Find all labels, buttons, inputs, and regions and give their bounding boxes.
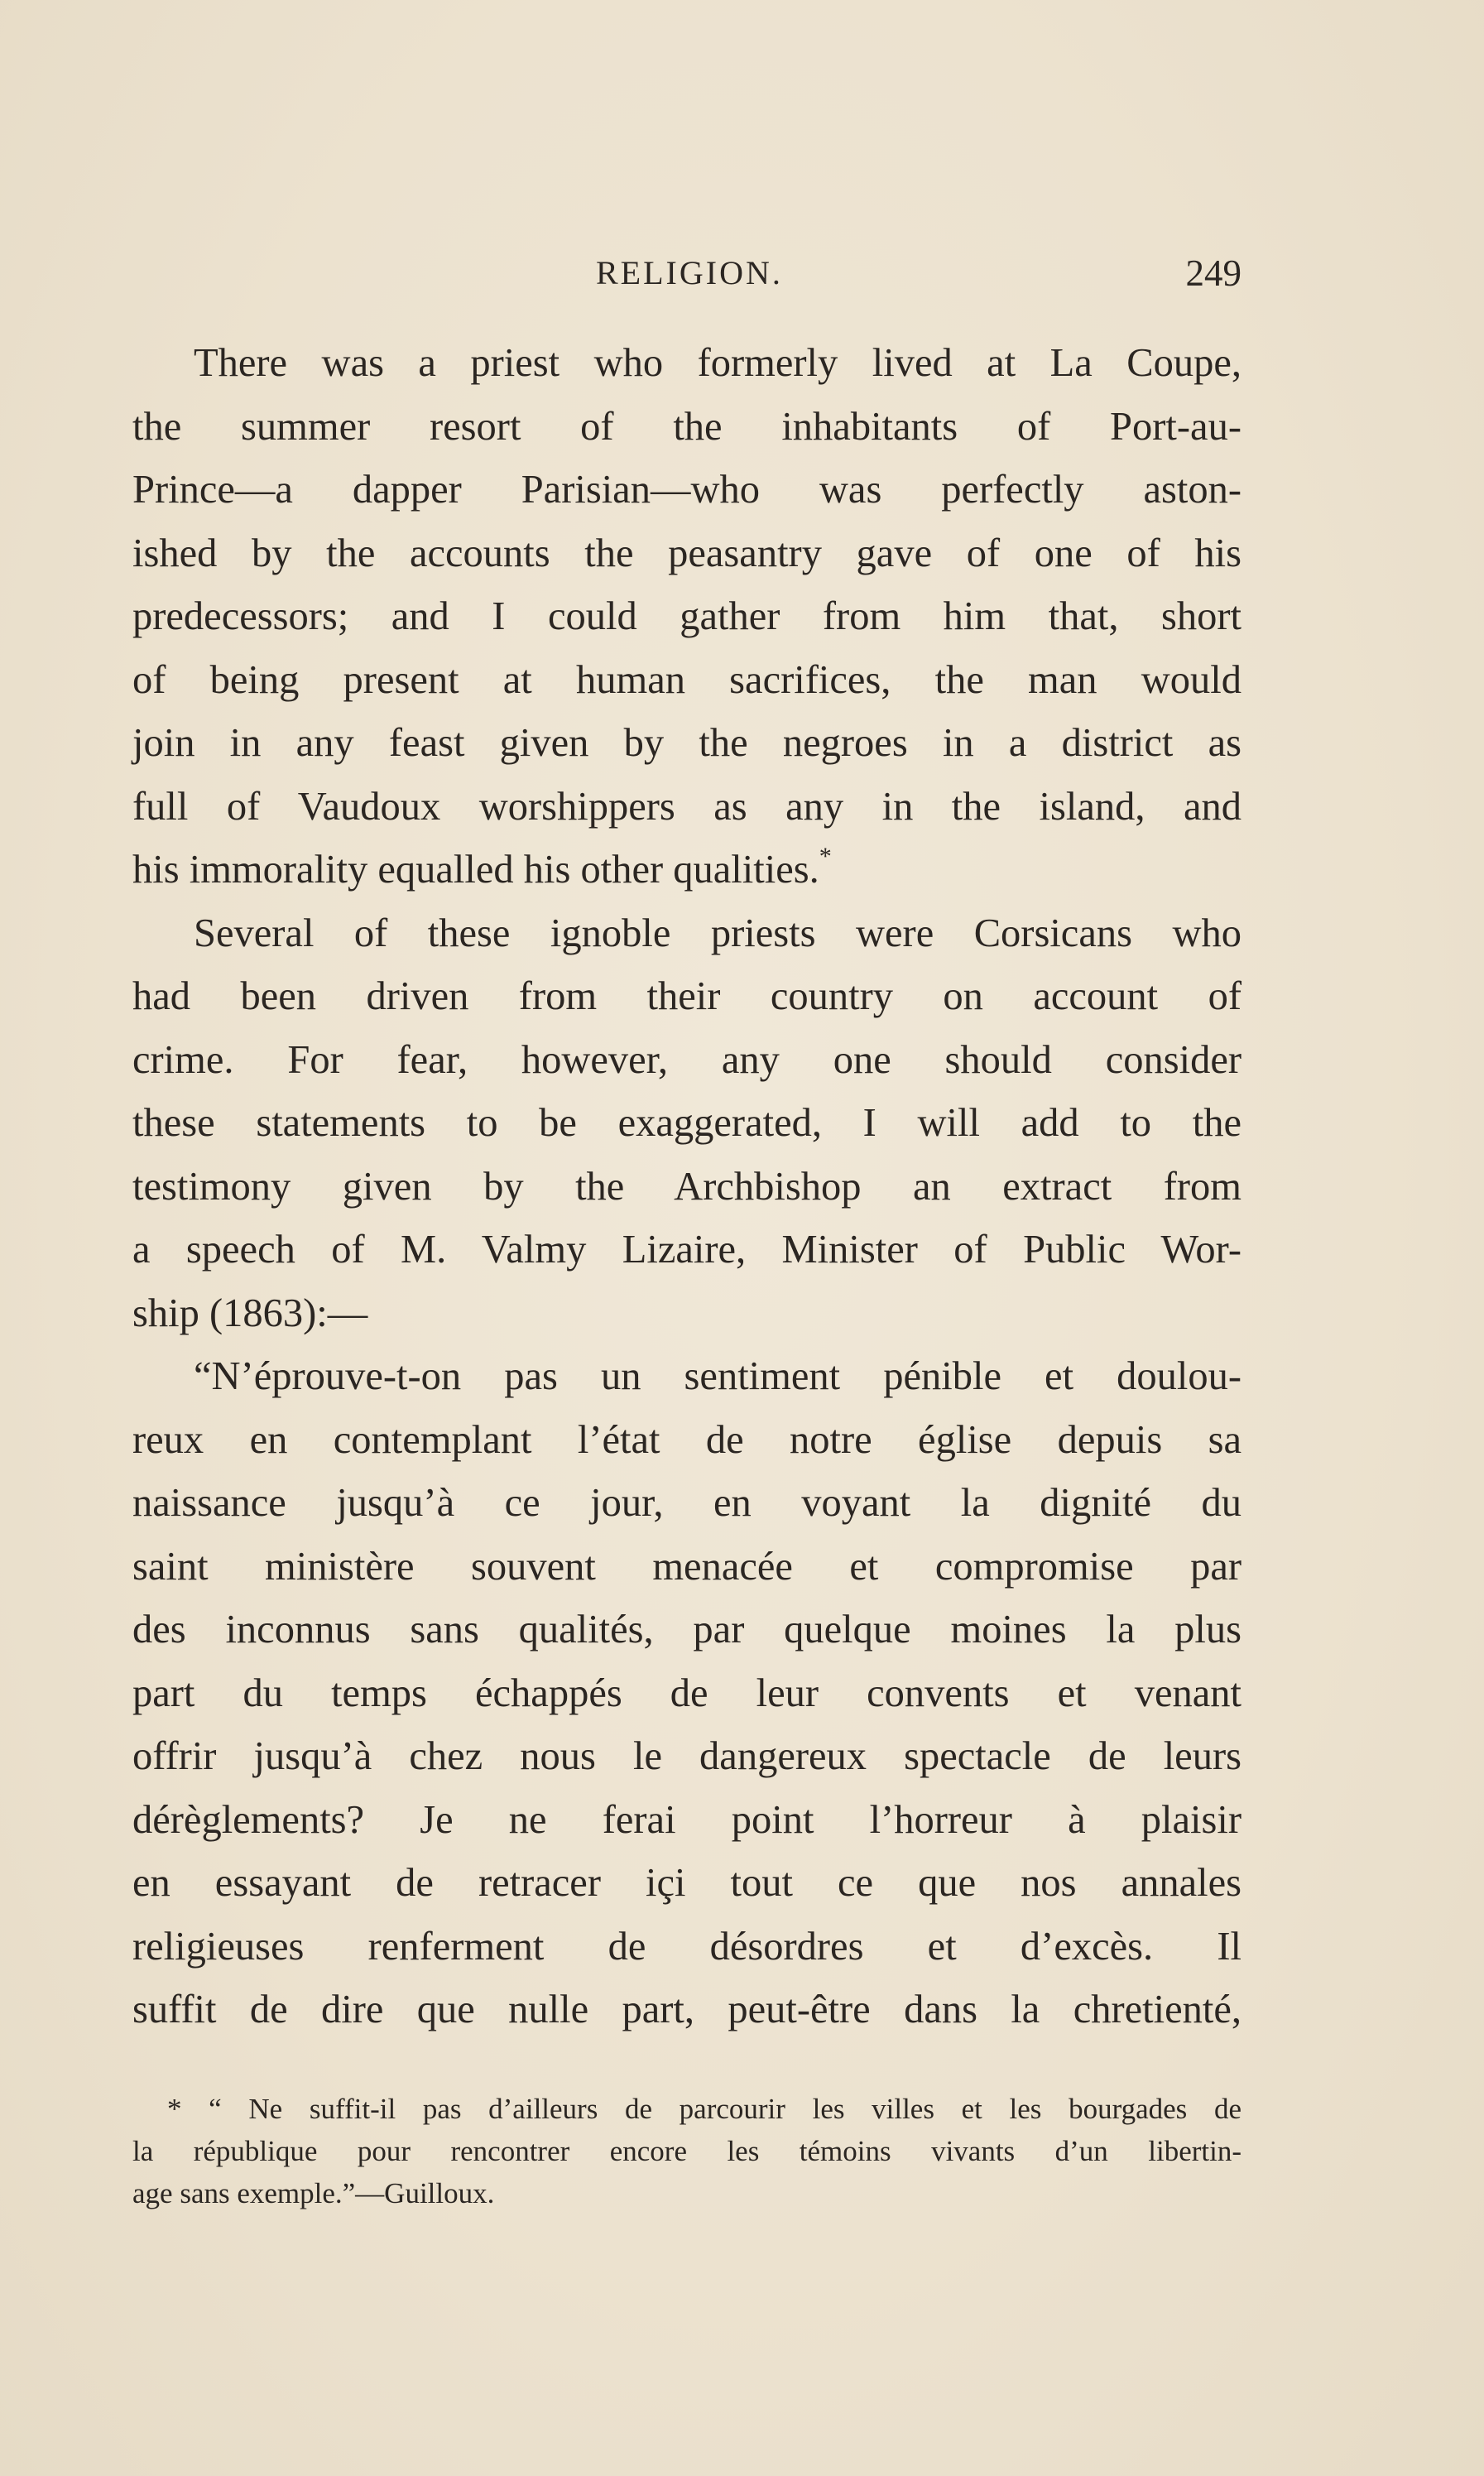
text-line: reux en contemplant l’état de notre église depuis sa <box>132 1417 1241 1462</box>
text-line: these statements to be exaggerated, I will add to the <box>132 1101 1241 1145</box>
text-line: religieuses renferment de désordres et d’excès. Il <box>132 1924 1241 1969</box>
text-line: a speech of M. Valmy Lizaire, Minister of Public Wor- <box>132 1228 1241 1272</box>
text-line: en essayant de retracer içi tout ce que nos annales <box>132 1861 1241 1905</box>
footnote-line: la république pour rencontrer encore les témoins vivants d’un libertin- <box>132 2135 1241 2167</box>
text-line: ship (1863):— <box>132 1291 368 1335</box>
text-line: join in any feast given by the negroes in a district as <box>132 721 1241 765</box>
text-line: des inconnus sans qualités, par quelque moines la plus <box>132 1608 1241 1651</box>
text-line: had been driven from their country on account of <box>132 974 1241 1018</box>
text-line: of being present at human sacrifices, the man would <box>132 657 1241 702</box>
text-line-content: his immorality equalled his other qualities. <box>132 848 819 892</box>
text-line: Prince—a dapper Parisian—who was perfectly aston- <box>132 468 1241 512</box>
text-line: predecessors; and I could gather from him that, short <box>132 594 1241 638</box>
text-line: naissance jusqu’à ce jour, en voyant la dignité du <box>132 1481 1241 1525</box>
text-line: the summer resort of the inhabitants of Port-au- <box>132 404 1241 449</box>
text-line <box>132 839 1241 902</box>
footnote <box>132 2088 1241 2214</box>
text-line: dérèglements? Je ne ferai point l’horreur à plaisir <box>132 1797 1241 1842</box>
page-header <box>132 248 1241 298</box>
footnote-line: * “ Ne suffit-il pas d’ailleurs de parcourir les villes et les bourgades de <box>167 2093 1241 2125</box>
text-line: testimony given by the Archbishop an extract from <box>132 1164 1241 1209</box>
text-line: ished by the accounts the peasantry gave of one of his <box>132 531 1241 575</box>
text-line: full of Vaudoux worshippers as any in the island, and <box>132 784 1241 829</box>
text-line: offrir jusqu’à chez nous le dangereux spectacle de leurs <box>132 1734 1241 1778</box>
text-line: crime. For fear, however, any one should consider <box>132 1037 1241 1082</box>
text-line: saint ministère souvent menacée et compromise par <box>132 1544 1241 1589</box>
running-head: RELIGION. <box>596 254 783 291</box>
body-text <box>132 332 1241 2042</box>
text-line: Several of these ignoble priests were Corsicans who <box>194 911 1241 955</box>
text-line: suffit de dire que nulle part, peut-être dans la chretienté, <box>132 1988 1241 2031</box>
text-line: “N’éprouve-t-on pas un sentiment pénible et doulou- <box>194 1354 1241 1398</box>
text-line: part du temps échappés de leur convents et venant <box>132 1671 1241 1715</box>
page-number: 249 <box>1185 252 1241 294</box>
footnote-reference: * <box>819 843 832 870</box>
footnote-line: age sans exemple.”—Guilloux. <box>132 2177 495 2209</box>
text-line: There was a priest who formerly lived at La Coupe, <box>194 341 1241 385</box>
